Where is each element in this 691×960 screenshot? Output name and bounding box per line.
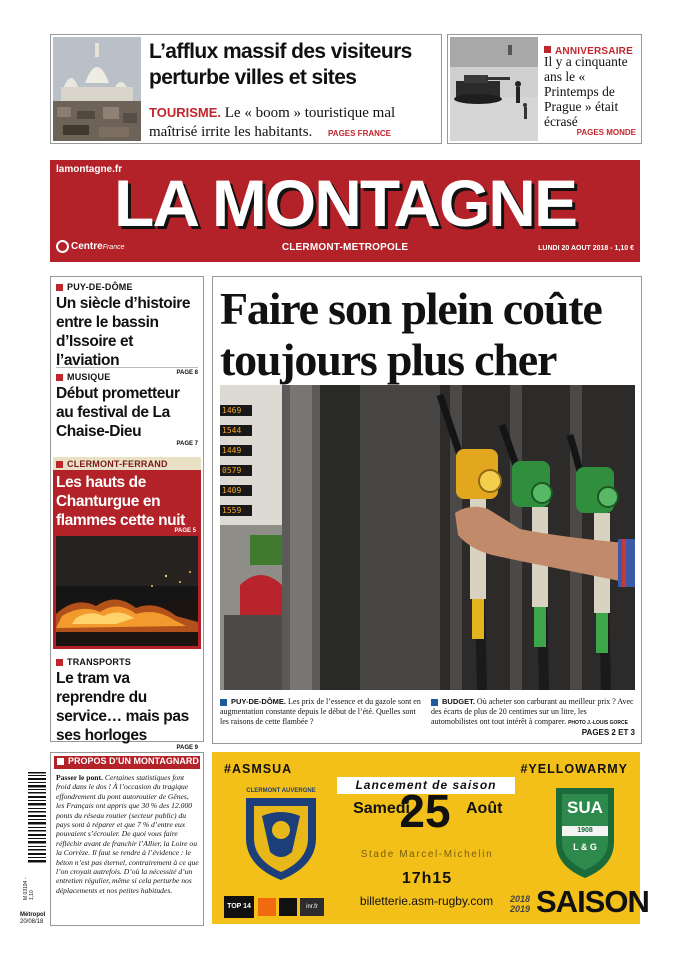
barcode-text: M 03194 - 1,10 bbox=[23, 877, 35, 900]
teaser-tourism-kicker: TOURISME. bbox=[149, 105, 221, 120]
ad-hashtag-left: #ASMSUA bbox=[224, 762, 293, 776]
photo-credit: PHOTO J.-LOUIS GORCE bbox=[568, 720, 628, 726]
sacre-coeur-photo bbox=[53, 37, 141, 141]
sponsor-logo-inr: inr.fr bbox=[300, 898, 324, 916]
sidebar-kicker: CLERMONT-FERRAND bbox=[67, 459, 168, 469]
caption-square-icon bbox=[431, 699, 438, 706]
sidebar-kicker: TRANSPORTS bbox=[67, 657, 132, 667]
sponsor-logo-icon bbox=[279, 898, 297, 916]
rugby-advertisement[interactable] bbox=[212, 752, 649, 924]
sidebar-headline: Le tram va reprendre du service… mais pas ses horloges bbox=[56, 670, 189, 744]
masthead-website[interactable]: lamontagne.fr bbox=[56, 164, 123, 175]
sua-crest-icon bbox=[552, 782, 618, 882]
teaser-prague[interactable] bbox=[447, 34, 642, 144]
barcode bbox=[23, 770, 47, 908]
kicker-square-icon bbox=[57, 758, 64, 765]
sidebar-page-ref: PAGE 9 bbox=[176, 745, 198, 751]
kicker-square-icon bbox=[56, 461, 63, 468]
sidebar-item-chanturgue[interactable] bbox=[53, 457, 201, 649]
pump-price-display bbox=[220, 405, 252, 525]
masthead-edition: CLERMONT-METROPOLE bbox=[281, 242, 409, 253]
propos-text: Passer le pont. Certaines statistiques font froid dans le dos ! À l’occasion du tragique effondrement du pont autoroutier de Gênes, les Français ont appris que 30 % des 12.000 ponts du réseau routier (secteur public) du pays sont à réparer et que 7 % d’entre eux pouvaient s’écrouler. De quoi vous faire réfléchir avant de franchir l’Allier, la Loire ou la Corrèze. Il faut se rendre à l’évidence : le béton n’est pas éternel, contrairement à ce que l’on croyait autrefois. D’où la nécessité d’un entretien régulier, même si cela perturbe nos déplacements et nos petites habitudes. bbox=[56, 773, 199, 895]
masthead bbox=[50, 160, 640, 262]
asm-crest-icon bbox=[240, 782, 322, 882]
teaser-tourism-body: Le « boom » touristique mal maîtrisé irrite les habitants. bbox=[149, 105, 396, 140]
ad-day: Samedi bbox=[353, 800, 410, 817]
sua-crest-year: 1908 bbox=[577, 827, 593, 834]
main-headline-line1: Faire son plein coûte bbox=[220, 283, 602, 334]
main-story[interactable] bbox=[212, 276, 642, 744]
ad-hashtag-right: #YELLOWARMY bbox=[520, 762, 628, 776]
divider bbox=[56, 367, 198, 368]
asm-crest-text: CLERMONT AUVERGNE bbox=[246, 788, 316, 794]
ad-stadium: Stade Marcel-Michelin bbox=[360, 849, 494, 860]
pump-price: 1409 bbox=[220, 485, 252, 496]
teaser-prague-text: Il y a cinquante ans le « Printemps de Prague » était écrasé bbox=[544, 54, 628, 129]
sidebar-page-ref: PAGE 7 bbox=[176, 441, 198, 447]
sidebar-column bbox=[50, 276, 204, 751]
sidebar-item-issoire[interactable] bbox=[56, 282, 198, 376]
teaser-tourism[interactable] bbox=[50, 34, 442, 144]
teaser-tourism-text bbox=[149, 103, 439, 143]
top14-logo: TOP 14 bbox=[224, 896, 254, 918]
ad-website[interactable]: billetterie.asm-rugby.com bbox=[359, 894, 494, 908]
kicker-square-icon bbox=[544, 46, 551, 53]
ad-banner: Lancement de saison bbox=[337, 777, 515, 794]
ad-time: 17h15 bbox=[401, 870, 453, 887]
orange-logo-icon bbox=[258, 898, 276, 916]
pump-price: 0579 bbox=[220, 465, 252, 476]
kicker-square-icon bbox=[56, 374, 63, 381]
teaser-prague-page-ref: PAGES MONDE bbox=[576, 128, 636, 137]
barcode-edition: Métropol 20/08/18 bbox=[20, 912, 46, 925]
pump-price: 1544 bbox=[220, 425, 252, 436]
sua-crest-text: SUA bbox=[567, 798, 603, 817]
kicker-square-icon bbox=[56, 284, 63, 291]
teaser-prague-kicker: ANNIVERSAIRE bbox=[555, 46, 633, 57]
ad-date: 25 bbox=[399, 785, 451, 837]
main-headline bbox=[220, 283, 635, 385]
centre-france-logo: CentreFrance bbox=[56, 240, 124, 253]
propos-column[interactable] bbox=[50, 752, 204, 926]
sidebar-headline: Début prometteur au festival de La Chaise-Dieu bbox=[56, 385, 180, 440]
sidebar-kicker: MUSIQUE bbox=[67, 372, 111, 382]
sua-crest-sub: L & G bbox=[573, 842, 597, 852]
sidebar-kicker: PUY-DE-DÔME bbox=[67, 282, 133, 292]
caption-left: PUY-DE-DÔME. Les prix de l’essence et du gazole sont en augmentation constante depuis le début de l’été. Quelles sont les raisons de cette flambée ? bbox=[220, 697, 421, 726]
pump-price: 1559 bbox=[220, 505, 252, 516]
teaser-tourism-headline: L’afflux massif des visiteurs perturbe villes et sites bbox=[149, 40, 412, 89]
kicker-square-icon bbox=[56, 659, 63, 666]
masthead-date-price: LUNDI 20 AOUT 2018 - 1,10 € bbox=[538, 245, 634, 252]
sidebar-headline: Un siècle d’histoire entre le bassin d’Issoire et l’aviation bbox=[56, 295, 191, 369]
prague-tank-photo bbox=[450, 37, 538, 141]
masthead-logo: LA MONTAGNE bbox=[114, 166, 576, 240]
main-page-ref: PAGES 2 ET 3 bbox=[581, 728, 635, 737]
sidebar-page-ref: PAGE 5 bbox=[174, 528, 196, 534]
pump-price: 1449 bbox=[220, 445, 252, 456]
caption-right: BUDGET. Où acheter son carburant au meilleur prix ? Avec des écarts de plus de 20 centimes sur un litre, les automobilistes ont tout intérêt à comparer. PHOTO J.-LOUIS GORCE bbox=[431, 697, 634, 726]
fuel-pump-photo bbox=[220, 385, 635, 690]
ad-month: Août bbox=[466, 800, 503, 817]
sidebar-headline: Les hauts de Chanturgue en flammes cette nuit bbox=[56, 474, 185, 529]
ad-season: SAISON bbox=[536, 884, 649, 919]
sidebar-item-chaise-dieu[interactable] bbox=[56, 372, 198, 447]
fire-photo bbox=[56, 536, 198, 646]
propos-header: PROPOS D’UN MONTAGNARD bbox=[54, 756, 200, 769]
teaser-tourism-page-ref: PAGES FRANCE bbox=[328, 129, 392, 138]
caption-square-icon bbox=[220, 699, 227, 706]
ad-season-years: 2018 2019 bbox=[510, 894, 531, 914]
main-headline-line2: toujours plus cher bbox=[220, 334, 557, 385]
sidebar-item-tram[interactable] bbox=[56, 657, 198, 751]
sidebar-page-ref: PAGE 8 bbox=[176, 370, 198, 376]
barcode-icon bbox=[27, 770, 47, 866]
pump-price: 1469 bbox=[220, 405, 252, 416]
